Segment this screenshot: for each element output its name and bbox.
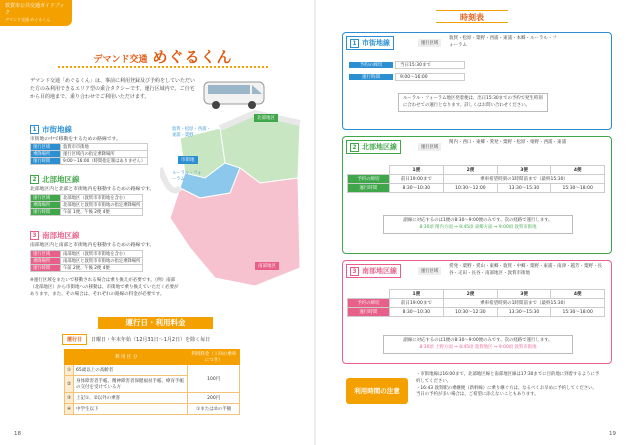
tab-line2: デマンド交通 めぐるくん [5,16,51,22]
fare-cat: ② [65,376,74,393]
table-row [348,184,605,193]
route2-v0: 北部地区（敦賀市市街地を含む） [61,195,143,202]
tt-route2-h1: 2便 [444,166,498,175]
tt-route2-rk0: 予約の締切 [348,175,390,184]
fare-band: 運行日・利用料金 [98,317,213,329]
tt-route2-num: 2 [350,143,359,152]
fare-fee: ①または②の半額 [188,404,240,415]
tt-route2-callout-line1: 副線に対応するのは1便の8:30〜9:00便のみです。次の経路で運行します。 [403,218,553,223]
tt-route2-h2: 3便 [497,166,551,175]
tt-route3-rk0: 予約の締切 [348,299,390,308]
tt-route1-v0: 当日15:30まで [395,61,465,69]
tt-route1-k0: 予約の締切 [349,62,393,68]
map-label-nanbu: 南部地区 [255,262,279,270]
tt-route1-row0 [349,61,465,69]
fare-header-category: 利 用 区 分 [65,350,188,365]
guide-tab [0,0,72,26]
route2-k2: 運行時間 [31,209,61,216]
tt-route3-name: 南部地区線 [362,267,397,275]
route2-k0: 運行区域 [31,195,61,202]
tt-route3-stops: 愛発・粟野・愛山・東郷・敦賀・中郷・粟野・東浦・南津・越芳・粟野・長谷・疋田・長谷・南部地区・敦賀市街地 [449,264,602,276]
timetable-heading: 時刻表 [436,10,508,23]
table-row [348,175,605,184]
tt-route1-row1 [349,73,465,81]
route1-k1: 乗降場所 [31,151,61,158]
route2-num: 2 [30,175,39,184]
table-row [65,393,240,404]
tt-route1-area-label: 運行区域 [418,39,441,47]
route2-header [346,140,401,154]
tt-route2-area-label: 運行区域 [418,143,441,151]
intro-text: デマンド交通「めぐるくん」は、事前に利用登録及び予約をしていただいた方のみ利用できるエリア型の乗合タクシーです。運行区域内で、ご自宅から目的地まで、乗り合わせでご利用いただけます。 [30,78,196,100]
route2-desc: 北部地区内と北部と市街地内を移動するための路線です。 [30,187,155,192]
fare-text: 中学生以下 [74,404,188,415]
route3-table [30,250,143,272]
tt-route3-h2: 3便 [497,290,551,299]
route1-title [30,124,72,135]
route1-k2: 運行時間 [31,158,61,165]
route3-v2: 午前 2便、午後 2便 4便 [61,265,143,272]
left-page [0,0,314,445]
tt-route2-rk1: 運行時間 [348,184,390,193]
route3-name: 南部地区線 [42,231,80,240]
fare-fee: 200円 [188,393,240,404]
route1-table [30,143,148,165]
tt-route3-c13: 15:30〜18:00 [551,308,605,317]
tt-route3-h1: 2便 [444,290,498,299]
right-page [316,0,630,445]
tt-route3-c00: 前日19:00まで [389,299,443,308]
page-number-right: 19 [609,431,616,437]
tt-route2-name: 北部地区線 [362,143,397,151]
tt-route3-h3: 4便 [551,290,605,299]
tt-route1-v1: 9:00〜16:00 [395,73,465,81]
map-label-loop: ルーラル・フォーラム [172,171,202,183]
tt-route2-callout-line2: 8:30頃 関内方面 ⇒ 8:45頃 東郷方面 ⇒ 9:00頃 敦賀市街地 [419,224,537,230]
route1-num: 1 [30,125,39,134]
tt-route3-h0: 1便 [389,290,443,299]
service-days [62,334,210,345]
route3-desc: 南部地区内と南部と市街地内を移動するための路線です。 [30,243,155,248]
route2-v1: 北部地区と敦賀市市街地の指定乗降場所 [61,202,143,209]
route3-k1: 乗降場所 [31,258,61,265]
route1-v2: 9:00〜16:00（時間指定制はありません） [61,158,148,165]
fare-text: 身体障害者手帳、精神障害者保健福祉手帳、療育手帳の交付を受けている方 [74,376,188,393]
fare-fee: 100円 [188,365,240,393]
route1-header [346,36,394,50]
map-label-shigaichi: 市街地 [178,156,198,164]
route3-k0: 運行区域 [31,251,61,258]
route2-table [30,194,143,216]
minibus-illustration [200,76,275,112]
tt-route1-num: 1 [350,39,359,48]
route3-v1: 南部地区と敦賀市市街地の指定乗降場所 [61,258,143,265]
tt-route3-callout-line1: 副線に対応するのは1便の8:30〜9:00便のみです。次の経路で運行します。 [403,338,553,343]
tt-route2-h3: 4便 [551,166,605,175]
tt-route3-table [347,289,605,317]
page-number-left: 18 [14,431,21,437]
tt-route3-c12: 13:30〜15:30 [497,308,551,317]
title-small: デマンド交通 [93,55,148,65]
map-label-shigaichi-note: 敦賀・松原・西浦・東浦・粟野 [172,127,211,139]
fare-cat: ① [65,365,74,376]
route3-num: 3 [30,231,39,240]
route1-k0: 運行区域 [31,144,61,151]
fare-text: 65歳以上の高齢者 [74,365,188,376]
timetable-route2 [342,136,612,254]
service-days-label: 運行日 [62,334,87,345]
tt-route3-c10: 8:30〜10:30 [389,308,443,317]
route3-v0: 南部地区（敦賀市市街地を含む） [61,251,143,258]
tt-route2-table [347,165,605,193]
route3-header [346,264,401,278]
route1-desc: 市街地の中で移動をするための路線です。 [30,137,121,142]
table-row [348,299,605,308]
route3-k2: 運行時間 [31,265,61,272]
tt-route2-callout [383,215,573,234]
tt-route2-c13: 15:30〜18:00 [551,184,605,193]
tt-route1-name: 市街地線 [362,39,390,47]
table-row [65,404,240,415]
fare-text: 上記①、②以外の乗客 [74,393,188,404]
fare-cat: ③ [65,393,74,404]
service-days-text: 日曜日・年末年始（12月31日〜1月2日）を除く毎日 [91,337,211,343]
title-big: めぐるくん [152,48,233,66]
route2-name: 北部地区線 [42,175,80,184]
route1-v0: 敦賀市市街地 [61,144,148,151]
tt-route3-c11: 10:30〜12:30 [444,308,498,317]
tt-route2-c12: 13:30〜15:30 [497,184,551,193]
fare-cat: ④ [65,404,74,415]
tt-route3-rk1: 運行時間 [348,308,390,317]
route1-v1: 運行区域内の指定乗降場所 [61,151,148,158]
map-label-kita: 北部地区 [254,114,278,122]
table-row [65,365,240,376]
tab-line1: 敦賀市公共交通ガイドブック [5,3,65,16]
tt-route2-c11: 10:30〜12:00 [444,184,498,193]
tt-route1-callout: ルーラル・フォーラム地区発着便は、出日15:30までの予約で発生時刻に合わせての運行となります。詳しくはお問い合わせください。 [398,93,548,112]
route3-title [30,230,80,241]
tt-route2-c00: 前日19:00まで [389,175,443,184]
caution-text: ・市街地線は16:00まで、北部地区線と南部地区線は17:30までに目的地に到着するように予約してください。 ・16:43 敦賀駅の乗継便（新幹線）に乗り継ぐ方は、なるべくお早めに予約してください。当日の予約が多い場合は、ご希望に添えないこともあります。 [416,372,600,398]
tt-route2-stops: 関内・西口・東郷・愛発・粟野・松原・栗野・西浦・東浦 [449,140,566,145]
route2-title [30,174,80,185]
tt-route1-stops: 敦賀・松原・粟野・西浦・東浦・本郷・ルーラル・フォーラム [449,36,557,48]
tt-route3-area-label: 運行区域 [418,267,441,275]
tt-route3-num: 3 [350,267,359,276]
fare-table [64,349,240,415]
tt-route3-callout [383,335,573,354]
tt-route2-c10: 8:30〜10:30 [389,184,443,193]
fare-header-fee: 利用料金（１回の乗車につき） [188,350,240,365]
tt-route3-callout-line2: 8:30頃 上野方面 ⇒ 8:45頃 敦賀地区 ⇒ 9:00頃 敦賀市街地 [419,344,537,350]
timetable-route1 [342,32,612,130]
timetable-route3 [342,260,612,364]
tt-route2-c01: 乗車希望時刻の1時間前まで（最終15:30） [444,175,605,184]
tt-route3-c01: 乗車希望時刻の1時間前まで（最終15:30） [444,299,605,308]
route2-k1: 乗降場所 [31,202,61,209]
caution-label: 利用時間の注意 [346,378,408,404]
page-title [58,46,268,68]
transfer-note: ※運行区域をまたいで移動される場合は乗り換えが必要です。（例）南部（北部地区）から市街地への移動は、市街地で乗り換えていただく必要があります。また、その場合は、それぞれの路線の料金が必要です。 [30,278,179,297]
table-row [348,308,605,317]
route2-v2: 午前 1便、午後 2便 4便 [61,209,143,216]
tt-route1-k1: 運行時間 [349,74,393,80]
tt-route2-h0: 1便 [389,166,443,175]
route1-name: 市街地線 [42,125,72,134]
